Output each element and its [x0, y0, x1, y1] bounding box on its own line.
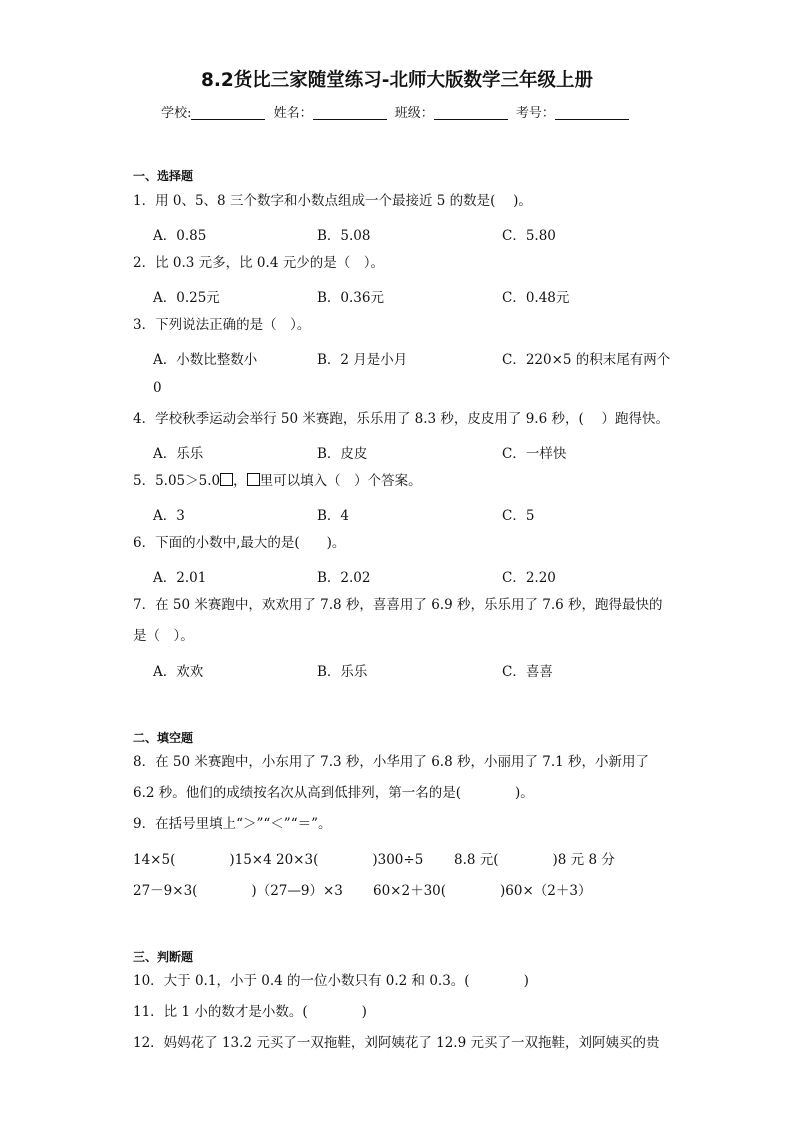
option-b[interactable]: B．5.08: [317, 228, 371, 244]
option-a[interactable]: A．0.25元: [153, 290, 220, 306]
student-info-line: [0, 102, 794, 121]
option-a[interactable]: A．乐乐: [153, 446, 204, 462]
option-b[interactable]: B．皮皮: [317, 446, 368, 462]
question-6-stem: 6．下面的小数中,最大的是( )。: [133, 535, 346, 551]
q5-stem-part-b: ，: [233, 473, 247, 489]
class-blank[interactable]: [434, 105, 508, 120]
question-5-options: [153, 504, 673, 524]
question-2-stem: 2．比 0.3 元多，比 0.4 元少的是（ ）。: [133, 255, 384, 271]
blank-box-icon: [247, 473, 260, 486]
question-7-stem: 7．在 50 米赛跑中，欢欢用了 7.8 秒，喜喜用了 6.9 秒，乐乐用了 7.6 秒，跑得最快的是（ ）。: [133, 597, 663, 644]
question-8-stem: 8．在 50 米赛跑中，小东用了 7.3 秒，小华用了 6.8 秒，小丽用了 7.1 秒，小新用了 6.2 秒。他们的成绩按名次从高到低排列，第一名的是( )。: [133, 754, 650, 801]
section-heading-judge: 三、判断题: [133, 950, 194, 964]
question-4-options: [153, 442, 673, 462]
question-3-options: [153, 348, 673, 368]
school-label: 学校:: [161, 106, 192, 121]
question-1-options: [153, 224, 673, 244]
option-a[interactable]: A．2.01: [153, 570, 207, 586]
option-b[interactable]: B．2.02: [317, 570, 371, 586]
question-1-stem: 1．用 0、5、8 三个数字和小数点组成一个最接近 5 的数是( )。: [133, 193, 532, 209]
section-heading-choice: 一、选择题: [133, 169, 194, 183]
option-b[interactable]: B．乐乐: [317, 664, 368, 680]
option-c[interactable]: C．0.48元: [502, 290, 570, 306]
question-2-options: [153, 286, 673, 306]
q5-stem-part-a: 5．5.05＞5.0: [133, 473, 221, 489]
question-12-stem: 12．妈妈花了 13.2 元买了一双拖鞋，刘阿姨花了 12.9 元买了一双拖鞋，刘阿姨买的贵: [133, 1035, 660, 1051]
question-7-options: [153, 660, 673, 680]
name-label: 姓名：: [273, 106, 313, 121]
q9-item-2: 20×3( )300÷5: [276, 852, 424, 868]
option-c[interactable]: C．5.80: [502, 228, 556, 244]
school-blank[interactable]: [191, 105, 265, 120]
question-11-stem: 11．比 1 小的数才是小数。( ): [133, 1004, 367, 1020]
option-a[interactable]: A．欢欢: [153, 664, 204, 680]
exam-no-blank[interactable]: [555, 105, 629, 120]
q5-stem-part-c: 里可以填入（ ）个答案。: [259, 473, 422, 489]
q9-item-4: 27－9×3( )（27—9）×3: [133, 883, 343, 899]
option-b[interactable]: B．4: [317, 508, 350, 524]
option-c[interactable]: C．喜喜: [502, 664, 553, 680]
q9-item-3: 8.8 元( )8 元 8 分: [454, 852, 615, 868]
question-6-options: [153, 566, 673, 586]
question-4-stem: 4．学校秋季运动会举行 50 米赛跑，乐乐用了 8.3 秒，皮皮用了 9.6 秒，( ）跑得快。: [133, 411, 670, 427]
option-b[interactable]: B．2 月是小月: [317, 352, 408, 368]
option-c[interactable]: C．220×5 的积末尾有两个: [502, 352, 671, 368]
option-c-continuation: 0: [153, 380, 162, 396]
name-blank[interactable]: [313, 105, 387, 120]
exam-no-label: 考号：: [515, 106, 555, 121]
class-label: 班级：: [394, 106, 434, 121]
option-a[interactable]: A．0.85: [153, 228, 207, 244]
option-a[interactable]: A．小数比整数小: [153, 352, 258, 368]
q9-item-1: 14×5( )15×4: [133, 852, 272, 868]
question-3-stem: 3．下列说法正确的是（ ）。: [133, 317, 311, 333]
blank-box-icon: [220, 473, 233, 486]
question-10-stem: 10．大于 0.1，小于 0.4 的一位小数只有 0.2 和 0.3。( ): [133, 973, 529, 989]
option-b[interactable]: B．0.36元: [317, 290, 384, 306]
section-heading-fill: 二、填空题: [133, 731, 194, 745]
option-c[interactable]: C．一样快: [502, 446, 567, 462]
option-c[interactable]: C．5: [502, 508, 535, 524]
question-5-stem: [133, 466, 663, 497]
question-9-stem: 9．在括号里填上“＞”“＜”“＝”。: [133, 816, 332, 832]
option-c[interactable]: C．2.20: [502, 570, 556, 586]
page-title: 8.2货比三家随堂练习-北师大版数学三年级上册: [201, 70, 593, 91]
option-a[interactable]: A．3: [153, 508, 185, 524]
q9-item-5: 60×2＋30( )60×（2＋3）: [373, 883, 592, 899]
